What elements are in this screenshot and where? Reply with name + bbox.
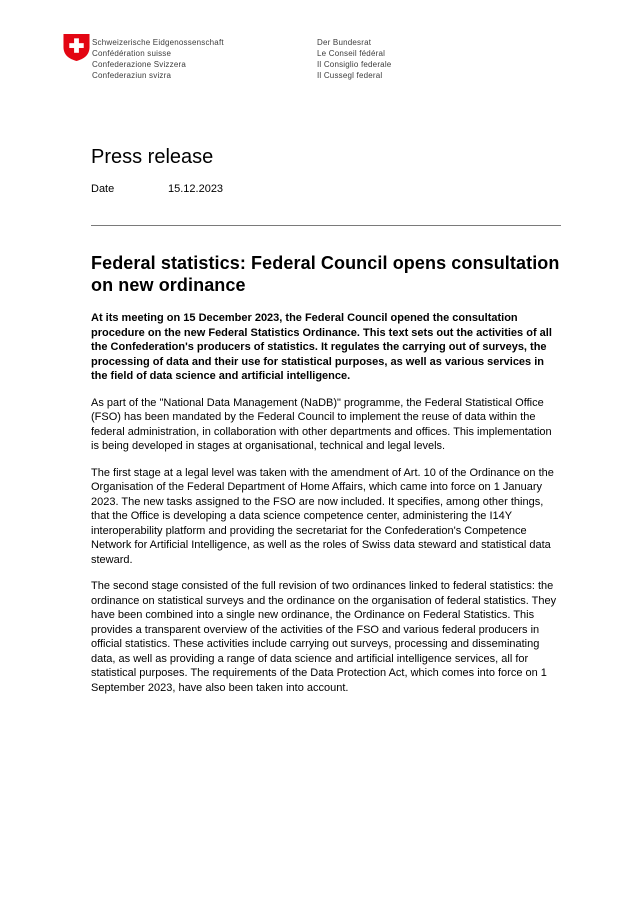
- federal-council-it: Il Consiglio federale: [317, 60, 392, 69]
- date-value: 15.12.2023: [168, 183, 224, 195]
- body-paragraph-2: The first stage at a legal level was taken with the amendment of Art. 10 of the Ordinance on the Organisation of the Federal Department of Home Affairs, which came into force on 1 January 2023. The new tasks assigned to the FSO are now included. It specifies, among other things, that the Office is developing a data science competence center, administering the I14Y interoperability platform and providing the secretariat for the Confederation's Competence Network for Artificial Intelligence, as well as the roles of Swiss data steward and statistical data steward.: [91, 466, 554, 566]
- body-paragraph-3: The second stage consisted of the full revision of two ordinances linked to federal statistics: the ordinance on statistical surveys and the ordinance on the organisation of federal statistics. They have been combined into a single new ordinance, the Ordinance on Federal Statistics. This provides a transparent overview of the activities of the FSO and various federal producers in official statistics. These activities include carrying out surveys, processing and disseminating data, as well as providing a range of data science and artificial intelligence services, all for statistical purposes. The requirements of the Data Protection Act, which comes into force on 1 September 2023, have also been taken into account.: [91, 580, 557, 694]
- confederation-name-fr: Confédération suisse: [92, 49, 172, 58]
- cross-horizontal: [69, 43, 83, 48]
- swiss-coat-of-arms-icon: [63, 33, 90, 62]
- federal-council-fr: Le Conseil fédéral: [317, 49, 386, 58]
- swiss-shield-graphic: [63, 33, 90, 62]
- body-paragraph-1: As part of the "National Data Management (NaDB)" programme, the Federal Statistical Office (FSO) has been mandated by the Federal Council to implement the reuse of data within the federal administration, in collaboration with other departments and offices. This implementation is being developed in stages at organisational, technical and legal levels.: [91, 396, 552, 452]
- confederation-name-it: Confederazione Svizzera: [92, 60, 186, 69]
- header-divider: [91, 225, 561, 226]
- confederation-name-rm: Confederaziun svizra: [92, 71, 172, 80]
- federal-council-de: Der Bundesrat: [317, 38, 372, 47]
- federal-council-rm: Il Cussegl federal: [317, 71, 383, 80]
- date-row: [91, 183, 561, 196]
- confederation-name-de: Schweizerische Eidgenossenschaft: [92, 38, 224, 47]
- lead-paragraph: At its meeting on 15 December 2023, the Federal Council opened the consultation procedure on the new Federal Statistics Ordinance. This text sets out the activities of all the Confederation's producers of statistics. It regulates the carrying out of surveys, the processing of data and their use for statistical purposes, as well as various services in the field of data science and artificial intelligence.: [91, 312, 552, 382]
- document-kind-heading: Press release: [91, 146, 214, 168]
- document-body: [91, 0, 561, 695]
- page-title: Federal statistics: Federal Council opens consultation on new ordinance: [91, 253, 560, 295]
- date-label: Date: [91, 183, 115, 195]
